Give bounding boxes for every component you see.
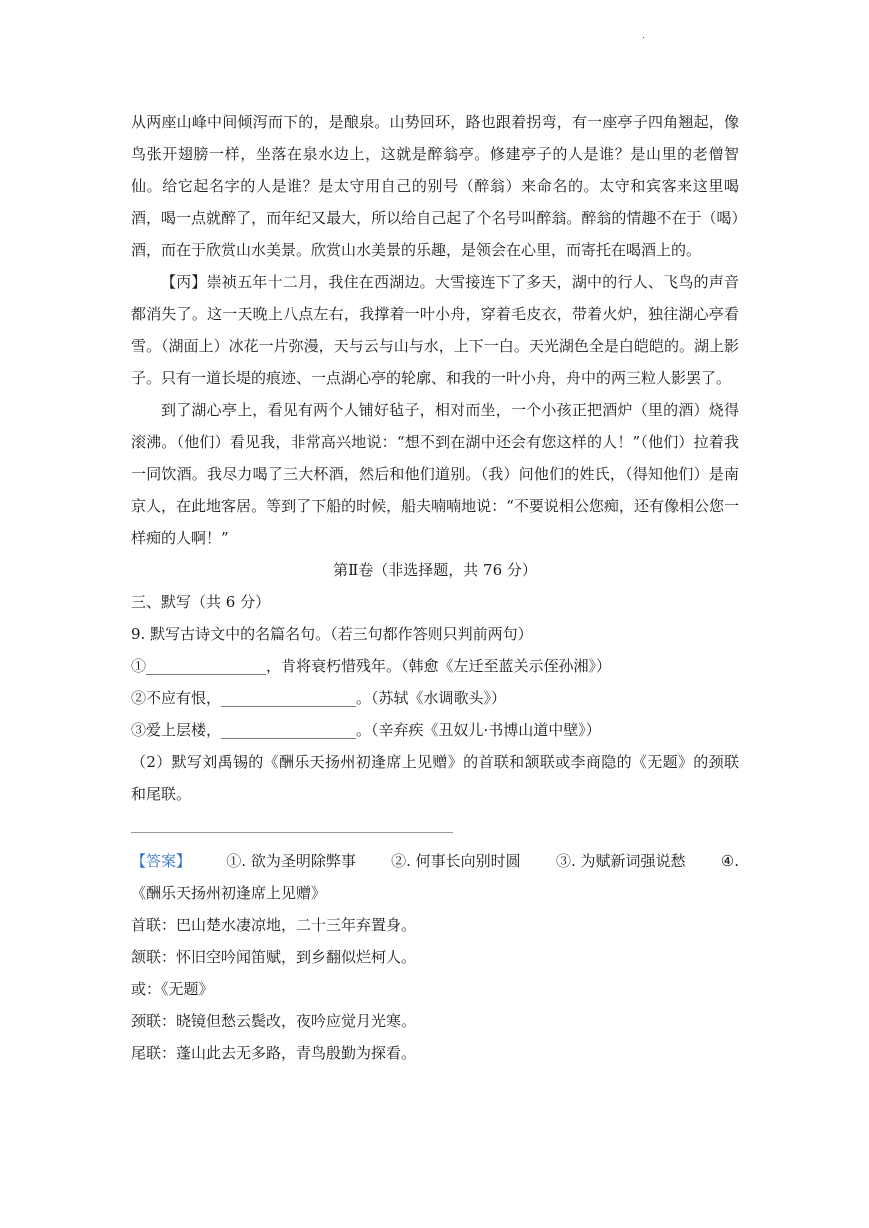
answer-row (131, 845, 739, 877)
passage-paragraph-2: 【丙】崇祯五年十二月，我住在西湖边。大雪接连下了多天，湖中的行人、飞鸟的声音都消失了。这一天晚上八点左右，我撑着一叶小舟，穿着毛皮衣，带着火炉，独往湖心亭看雪。（湖面上）冰花一片弥漫，天与云与山与水，上下一白。天光湖色全是白皑皑的。湖上影子。只有一道长堤的痕迹、一点湖心亭的轮廓、和我的一叶小舟，舟中的两三粒人影罢了。 (131, 273, 739, 387)
answer-line-weilian: 尾联：蓬山此去无多路，青鸟殷勤为探看。 (131, 1044, 417, 1062)
answer-1: ①. 欲为圣明除弊事 (226, 852, 356, 870)
answer-line-jinglian: 颈联：晓镜但愁云鬓改，夜吟应觉月光寒。 (131, 1012, 417, 1030)
answer-line-shoulian: 首联：巴山楚水凄凉地，二十三年弃置身。 (131, 916, 417, 934)
question-9-part-2: （2）默写刘禹锡的《酬乐天扬州初逢席上见赠》的首联和颔联或李商隐的《无题》的颈联和尾联。 (131, 753, 739, 803)
passage-paragraph-3: 到了湖心亭上，看见有两个人铺好毡子，相对而坐，一个小孩正把酒炉（里的酒）烧得滚沸。（他们）看见我，非常高兴地说：“想不到在湖中还会有您这样的人！”（他们）拉着我一同饮酒。我尽力喝了三大杯酒，然后和他们道别。（我）问他们的姓氏，（得知他们）是南京人，在此地客居。等到了下船的时候，船夫喃喃地说：“不要说相公您痴，还有像相公您一样痴的人啊！” (131, 401, 739, 547)
document-body (131, 106, 739, 1069)
part-title: 三、默写（共 6 分） (131, 593, 271, 611)
question-9-title: 9. 默写古诗文中的名篇名句。（若三句都作答则只判前两句） (131, 625, 533, 643)
answer-2: ②. 何事长向别时圆 (391, 852, 521, 870)
answer-tag: 【答案】 (131, 852, 192, 870)
question-9-item-2: ②不应有恨，__________________。（苏轼《水调歌头》） (131, 689, 507, 707)
header-dot: . (642, 30, 646, 41)
answer-3: ③. 为赋新词强说愁 (555, 852, 686, 870)
answer-line-title: 《酬乐天扬州初逢席上见赠》 (131, 884, 327, 902)
answer-line-hanlian: 颔联：怀旧空吟闻笛赋，到乡翻似烂柯人。 (131, 948, 417, 966)
passage-paragraph-1: 从两座山峰中间倾泻而下的，是酿泉。山势回环，路也跟着拐弯，有一座亭子四角翘起，像鸟张开翅膀一样，坐落在泉水边上，这就是醉翁亭。修建亭子的人是谁？是山里的老僧智仙。给它起名字的人是谁？是太守用自己的别号（醉翁）来命名的。太守和宾客来这里喝酒，喝一点就醉了，而年纪又最大，所以给自己起了个名号叫醉翁。醉翁的情趣不在于（喝）酒，而在于欣赏山水美景。欣赏山水美景的乐趣，是领会在心里，而寄托在喝酒上的。 (131, 113, 739, 259)
answer-4: ④. (720, 852, 739, 870)
question-9-item-1: ①________________，肯将衰朽惜残年。（韩愈《左迁至蓝关示侄孙湘》） (131, 657, 612, 675)
answer-line-or: 或：《无题》 (131, 980, 214, 998)
answer-separator (131, 832, 453, 833)
volume-title: 第Ⅱ卷（非选择题，共 76 分） (333, 561, 537, 579)
question-9-item-3: ③爱上层楼，__________________。（辛弃疾《丑奴儿·书博山道中壁》） (131, 721, 601, 739)
